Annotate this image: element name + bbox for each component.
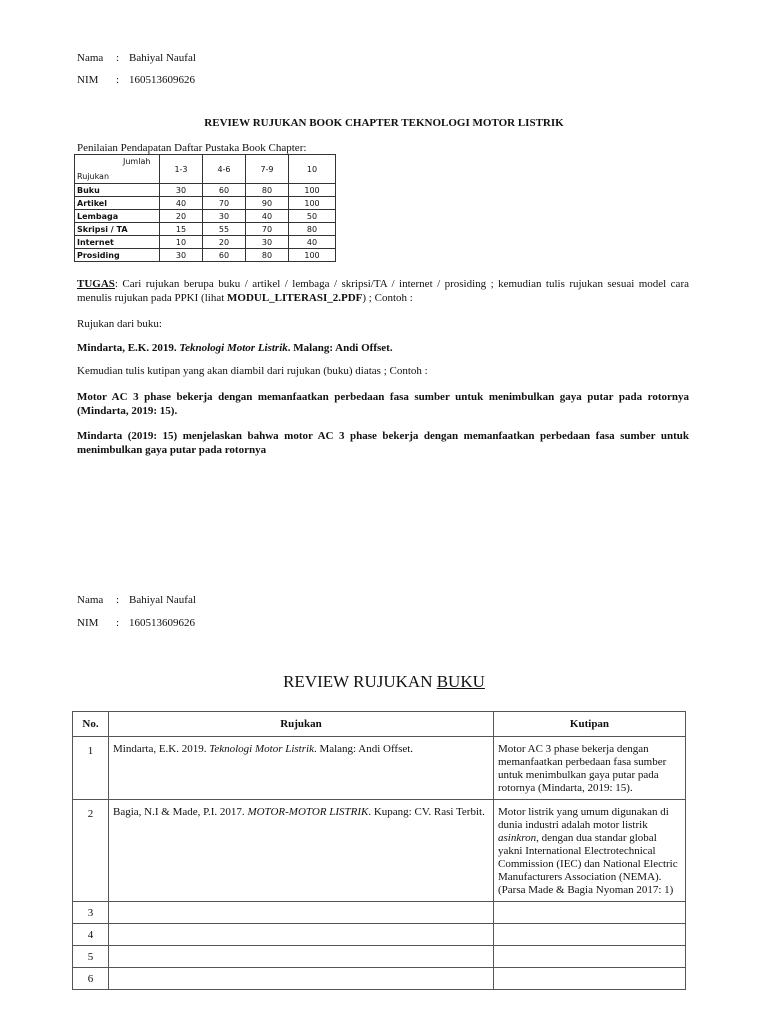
score-cell: 100 — [289, 197, 336, 210]
nama-separator: : — [116, 594, 120, 606]
rujukan-cell-empty[interactable] — [109, 946, 494, 968]
row-number: 5 — [73, 946, 109, 968]
rujukan-cell-empty[interactable] — [109, 968, 494, 990]
nama-value: Bahiyal Naufal — [129, 52, 196, 64]
kutipan-cell-empty[interactable] — [494, 924, 686, 946]
nim-label: NIM — [77, 74, 99, 86]
score-cell: 40 — [289, 236, 336, 249]
review-row-empty — [73, 968, 686, 990]
review-title-prefix: REVIEW RUJUKAN — [283, 672, 437, 691]
score-cell: 40 — [246, 210, 289, 223]
score-row — [75, 223, 336, 236]
score-cell: 55 — [203, 223, 246, 236]
nim-value: 160513609626 — [129, 74, 195, 86]
score-table — [74, 154, 336, 262]
score-cell: 100 — [289, 249, 336, 262]
row-number: 3 — [73, 902, 109, 924]
tugas-paragraph — [77, 277, 689, 305]
review-title-underlined: BUKU — [436, 672, 485, 691]
ref-author: Mindarta, E.K. 2019. — [77, 342, 177, 354]
score-cell: 40 — [160, 197, 203, 210]
rujukan-title: MOTOR-MOTOR LISTRIK — [247, 806, 369, 818]
example-reference — [77, 342, 393, 354]
score-cell: 30 — [246, 236, 289, 249]
rujukan-author: Bagia, N.I & Made, P.I. 2017. — [113, 806, 248, 818]
kutipan-cell-empty[interactable] — [494, 902, 686, 924]
score-cell: 10 — [160, 236, 203, 249]
score-cell: 30 — [160, 184, 203, 197]
review-row — [73, 737, 686, 800]
review-table — [72, 711, 686, 990]
module-filename: MODUL_LITERASI_2.PDF — [227, 292, 363, 304]
score-row — [75, 197, 336, 210]
rujukan-dari-buku: Rujukan dari buku: — [77, 318, 162, 330]
score-cell: 80 — [246, 249, 289, 262]
score-cell: 100 — [289, 184, 336, 197]
score-cell: 90 — [246, 197, 289, 210]
kutipan-italic: asinkron — [498, 832, 537, 844]
score-row — [75, 249, 336, 262]
kutipan-cell — [494, 800, 686, 902]
score-cell: 20 — [160, 210, 203, 223]
score-row — [75, 236, 336, 249]
kutipan-cell: Motor AC 3 phase bekerja dengan memanfaatkan perbedaan fasa sumber untuk menimbulkan gaya putar pada rotornya (Mindarta, 2019: 15). — [494, 737, 686, 800]
ref-title: Teknologi Motor Listrik — [179, 342, 288, 354]
nim-separator: : — [116, 617, 120, 629]
corner-bottom-label: Rujukan — [77, 172, 110, 181]
score-cell: 80 — [246, 184, 289, 197]
kemudian-text: Kemudian tulis kutipan yang akan diambil dari rujukan (buku) diatas ; Contoh : — [77, 365, 428, 377]
rujukan-cell-empty[interactable] — [109, 924, 494, 946]
nim-separator: : — [116, 74, 120, 86]
column-header: 1-3 — [160, 155, 203, 184]
rujukan-cell-empty[interactable] — [109, 902, 494, 924]
score-cell: 50 — [289, 210, 336, 223]
document-title: REVIEW RUJUKAN BOOK CHAPTER TEKNOLOGI MOTOR LISTRIK — [204, 117, 564, 129]
score-cell: 70 — [203, 197, 246, 210]
score-cell: 60 — [203, 184, 246, 197]
rujukan-cell — [109, 800, 494, 902]
kutipan-text-end: , dengan dua standar global yakni International Electrotechnical Commission (IEC) dan National Electric Manufacturers Association (NEMA). (Parsa Made & Bagia Nyoman 2017: 1) — [498, 832, 678, 896]
score-header-row — [75, 155, 336, 184]
score-row — [75, 210, 336, 223]
score-cell: 70 — [246, 223, 289, 236]
row-number: 1 — [73, 737, 109, 800]
tugas-text: : Cari rujukan berupa buku / artikel / lembaga / skripsi/TA / internet / prosiding ; kemudian tulis rujukan sesuai model cara menulis rujukan pada PPKI (lihat — [77, 278, 689, 304]
row-label: Buku — [75, 184, 160, 197]
header-rujukan: Rujukan — [109, 712, 494, 737]
score-corner-cell — [75, 155, 160, 184]
quote-example-1: Motor AC 3 phase bekerja dengan memanfaatkan perbedaan fasa sumber untuk menimbulkan gaya putar pada rotornya (Mindarta, 2019: 15). — [77, 391, 689, 417]
header-kutipan: Kutipan — [494, 712, 686, 737]
corner-top-label: Jumlah — [123, 157, 151, 166]
table-caption: Penilaian Pendapatan Daftar Pustaka Book Chapter: — [77, 142, 307, 154]
kutipan-text: Motor listrik yang umum digunakan di dunia industri adalah motor listrik — [498, 806, 669, 831]
score-cell: 30 — [203, 210, 246, 223]
ref-publisher: . Malang: Andi Offset. — [287, 342, 393, 354]
row-number: 6 — [73, 968, 109, 990]
rujukan-publisher: . Kupang: CV. Rasi Terbit. — [368, 806, 485, 818]
row-label: Internet — [75, 236, 160, 249]
rujukan-title: Teknologi Motor Listrik — [209, 743, 314, 755]
score-row — [75, 184, 336, 197]
tugas-label: TUGAS — [77, 278, 115, 290]
column-header: 7-9 — [246, 155, 289, 184]
nama-separator: : — [116, 52, 120, 64]
nim-label: NIM — [77, 617, 99, 629]
review-title — [0, 672, 768, 692]
row-label: Prosiding — [75, 249, 160, 262]
nama-value: Bahiyal Naufal — [129, 594, 196, 606]
review-row — [73, 800, 686, 902]
header-no: No. — [73, 712, 109, 737]
rujukan-cell — [109, 737, 494, 800]
score-cell: 20 — [203, 236, 246, 249]
row-number: 2 — [73, 800, 109, 902]
review-row-empty — [73, 902, 686, 924]
review-row-empty — [73, 924, 686, 946]
kutipan-cell-empty[interactable] — [494, 968, 686, 990]
column-header: 4-6 — [203, 155, 246, 184]
row-label: Lembaga — [75, 210, 160, 223]
rujukan-author: Mindarta, E.K. 2019. — [113, 743, 210, 755]
nim-value: 160513609626 — [129, 617, 195, 629]
score-cell: 60 — [203, 249, 246, 262]
score-cell: 30 — [160, 249, 203, 262]
review-header-row — [73, 712, 686, 737]
tugas-text-end: ) ; Contoh : — [362, 292, 413, 304]
quote-example-2: Mindarta (2019: 15) menjelaskan bahwa motor AC 3 phase bekerja dengan memanfaatkan perbedaan fasa sumber untuk menimbulkan gaya putar pada rotornya — [77, 430, 689, 456]
kutipan-cell-empty[interactable] — [494, 946, 686, 968]
score-cell: 15 — [160, 223, 203, 236]
row-label: Artikel — [75, 197, 160, 210]
row-label: Skripsi / TA — [75, 223, 160, 236]
row-number: 4 — [73, 924, 109, 946]
column-header: 10 — [289, 155, 336, 184]
nama-label: Nama — [77, 52, 104, 64]
nama-label: Nama — [77, 594, 104, 606]
review-row-empty — [73, 946, 686, 968]
rujukan-publisher: . Malang: Andi Offset. — [313, 743, 414, 755]
score-cell: 80 — [289, 223, 336, 236]
